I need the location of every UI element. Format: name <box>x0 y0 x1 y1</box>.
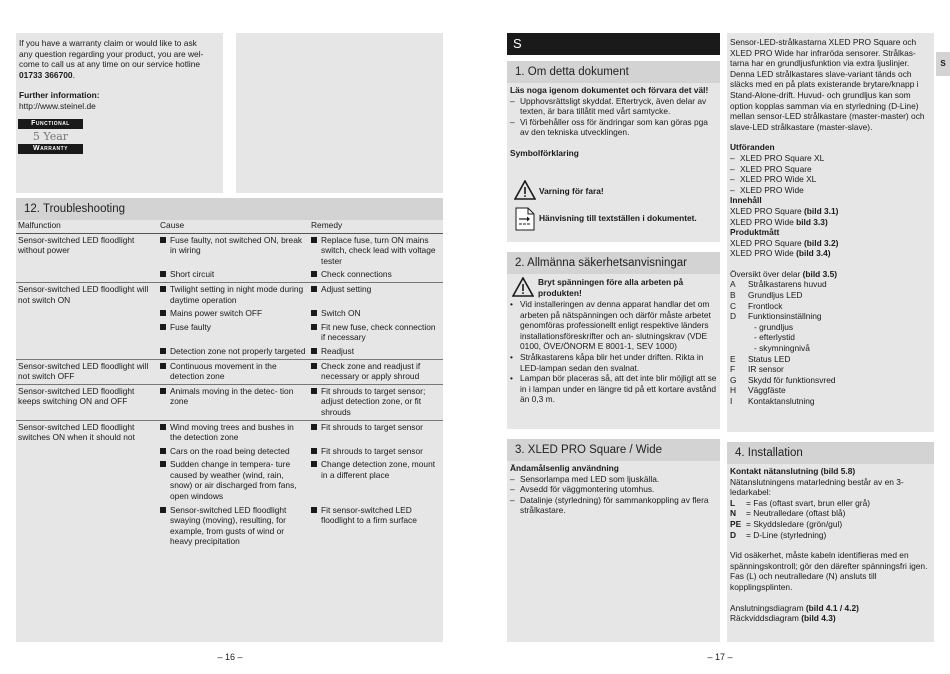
list-item: – Vi förbehåller oss för ändringar som kan göras pga av den tekniska utvecklingen. <box>510 117 717 138</box>
legend-item: E Status LED <box>730 353 791 364</box>
contact-line: come to call us at any time on our service hotline <box>19 59 201 70</box>
wire-item: N = Neutralledare (oftast blå) <box>730 508 846 519</box>
danger-text: Varning för fara! <box>539 186 604 196</box>
section3-body <box>510 463 717 516</box>
legend-item: - grundljus <box>754 321 794 332</box>
versions-label: Utföranden <box>730 142 775 153</box>
remedy-cell: Fit sensor-switched LED floodlight to a firm surface <box>311 505 441 526</box>
remedy-cell: Fit shrouds to target sensor <box>311 446 441 457</box>
legend-item: - skymningnivå <box>754 343 810 354</box>
list-item: – Datalinje (styrledning) för sammankoppling av flera strålkastare. <box>510 495 717 516</box>
warning-triangle-icon <box>514 180 536 203</box>
dims-label: Produktmått <box>730 227 780 238</box>
legend-item: G Skydd för funktionsvred <box>730 374 836 385</box>
remedy-cell: Fit shrouds to target sensor; adjust detection zone, or fit shrouds <box>311 386 441 418</box>
section1-body <box>510 85 717 159</box>
overview-label: Översikt över delar <box>730 268 801 279</box>
side-language-tab <box>936 52 950 76</box>
malfunction-cell: Sensor-switched LED floodlight will not switch ON <box>16 282 158 359</box>
language-tab <box>507 33 720 55</box>
list-item: – Avsedd för väggmontering utomhus. <box>510 484 717 495</box>
legend-item: D Funktionsinställning <box>730 311 822 322</box>
description-body: Sensor-LED-strålkastarna XLED PRO Square och XLED PRO Wide har infraröda sensorer. Strålkas- tarna har en grundljusfunktion via extra ljuslinjer. Denna LED strålkastares slave-variant tänds och släcks med en på plats existerande brytare/knapp i Stand-Alone-drift. Huvud- och grundljus kan som option kopplas samman via en styrledning (D-Line) mellan sensor-LED strålkastare (master-master) och slave-LED strålkastare (master-slave). Utföranden – XLED PRO Square XL – XLED PRO Square – XLED PRO Wide XL – XLED PRO Wide Innehåll XLED PRO Square (bild 3.1) XLED PRO Wide bild 3.3) Produktmått XLED PRO Square (bild 3.2) XLED PRO Wide (bild 3.4) Översikt över delar (bild 3.5) A Strålkastarens huvud B Grundljus LED C Frontlock D Funktionsinställning - grundljus - efterlystid - skymningnivå E Status LED F IR sensor G Skydd för funktionsvred H Väggfäste I Kontaktanslutning <box>730 37 932 407</box>
list-item: • Lampan bör placeras så, att det inte blir möjligt att se in i lampan under en längre tid på ett kortare avstånd än 0,3 m. <box>510 373 717 405</box>
list-item: – Sensorlampa med LED som ljuskälla. <box>510 474 717 485</box>
col-remedy: Remedy <box>309 219 443 233</box>
blank-panel <box>236 33 443 193</box>
wire-item: PE = Skyddsledare (grön/gul) <box>730 518 843 529</box>
section4-title: 4. Installation <box>727 442 934 464</box>
legend-item: C Frontlock <box>730 300 783 311</box>
section4-body: Kontakt nätanslutning (bild 5.8) Nätanslutningens matarledning består av en 3-ledarkabel: L = Fas (oftast svart, brun eller grå) N = Neutralledare (oftast blå) PE = Skyddsledare (grön/gul) D = D-Line (styrledning) Vid osäkerhet, måste kabeln identifieras med en spänningskontroll; gör den därefter spänningsfri igen. Fas (L) och neutralledare (N) ansluts till kopplingsplinten. Anslutningsdiagram (bild 4.1 / 4.2) Räckviddsdiagram (bild 4.3) <box>730 466 932 624</box>
section3-subtitle: Ändamålsenlig användning <box>510 463 619 473</box>
symbols-label: Symbolförklaring <box>510 147 579 158</box>
cause-cell: Mains power switch OFF <box>160 308 307 319</box>
warranty-badge <box>18 119 83 154</box>
table-row <box>16 282 443 307</box>
section2-body <box>510 277 717 405</box>
remedy-cell: Change detection zone, mount in a different place <box>311 459 441 480</box>
col-cause: Cause <box>158 219 309 233</box>
cause-cell: Cars on the road being detected <box>160 446 307 457</box>
cause-cell: Sudden change in tempera- ture caused by weather (wind, rain, snow) or air discharged from fans, open windows <box>160 459 307 501</box>
table-row <box>16 233 443 268</box>
language-tab-label: S <box>513 36 522 51</box>
list-item: – XLED PRO Square XL <box>730 153 932 164</box>
remedy-cell: Fit shrouds to target sensor <box>311 422 441 433</box>
legend-item: A Strålkastarens huvud <box>730 279 827 290</box>
section4-subtitle: Kontakt nätanslutning <box>730 466 819 476</box>
table-row <box>16 359 443 384</box>
danger-symbol-row <box>512 180 717 204</box>
troubleshooting-title: 12. Troubleshooting <box>16 198 443 220</box>
list-item: • Vid installeringen av denna apparat handlar det om arbeten på nätspänningen och därför måste arbetet genomföras professionellt enligt respektive länders installationsföreskrifter och an- slutningskrav (VDE 0100, ÖVE/ÖNORM E 8001-1, SEV 1000) <box>510 299 717 352</box>
malfunction-cell: Sensor-switched LED floodlight without power <box>16 233 158 282</box>
list-item: – XLED PRO Square <box>730 164 932 175</box>
malfunction-cell: Sensor-switched LED floodlight switches ON when it should not <box>16 420 158 549</box>
website-link[interactable]: http://www.steinel.de <box>19 100 96 111</box>
page-number-left: – 16 – <box>217 652 243 662</box>
warning-triangle-icon <box>512 277 534 300</box>
cause-cell: Short circuit <box>160 269 307 280</box>
remedy-cell: Fit new fuse, check connection if necessary <box>311 322 441 343</box>
malfunction-cell: Sensor-switched LED floodlight will not switch OFF <box>16 359 158 384</box>
badge-bottom: Warranty <box>18 144 83 154</box>
section4-text: Vid osäkerhet, måste kabeln identifieras med en spänningskontroll; gör den därefter spänningsfri igen. Fas (L) och neutralledare (N) ansluts till kopplingsplinten. <box>730 550 928 592</box>
reference-symbol-row <box>512 207 717 233</box>
contact-line: any question regarding your product, you are wel- <box>19 48 204 59</box>
list-item: – XLED PRO Wide XL <box>730 174 932 185</box>
remedy-cell: Check connections <box>311 269 441 280</box>
hotline-number: 01733 366700 <box>19 69 73 80</box>
cause-cell: Twilight setting in night mode during daytime operation <box>160 284 307 305</box>
legend-item: H Väggfäste <box>730 385 786 396</box>
warning-text: Bryt spänningen före alla arbeten på produkten! <box>538 277 684 298</box>
cause-cell: Fuse faulty <box>160 322 307 333</box>
range-label: Räckviddsdiagram <box>730 613 799 624</box>
reference-text: Hänvisning till textställen i dokumentet. <box>539 213 697 223</box>
further-info-label: Further information: <box>19 90 100 101</box>
legend-item: B Grundljus LED <box>730 290 803 301</box>
intro-text: Sensor-LED-strålkastarna XLED PRO Square och XLED PRO Wide har infraröda sensorer. Strålkas- tarna har en grundljusfunktion via extra ljuslinjer. Denna LED strålkastares slave-variant tänds och släcks med en på plats existerande brytare/knapp i Stand-Alone-drift. Huvud- och grundljus kan som option kopplas samman via en styrledning (D-Line) mellan sensor-LED strålkastare (master-master) och slave-LED strålkastare (master-slave). <box>730 37 925 132</box>
legend-item: F IR sensor <box>730 364 784 375</box>
legend-item: - efterlystid <box>754 332 795 343</box>
remedy-cell: Adjust setting <box>311 284 441 295</box>
side-tab-label: S <box>940 59 946 68</box>
col-malfunction: Malfunction <box>16 219 158 233</box>
list-item: – XLED PRO Wide <box>730 185 932 196</box>
section3-title: 3. XLED PRO Square / Wide <box>507 439 720 461</box>
cause-cell: Fuse faulty, not switched ON, break in wiring <box>160 235 307 256</box>
remedy-cell: Check zone and readjust if necessary or apply shroud <box>311 361 441 382</box>
cause-cell: Sensor-switched LED floodlight swaying (moving), resulting, for example, from gusts of wind or heavy precipitation <box>160 505 307 547</box>
list-item: • Strålkastarens kåpa blir het under driften. Rikta in LED-lampan sedan den svalnat. <box>510 352 717 373</box>
cause-cell: Wind moving trees and bushes in the detection zone <box>160 422 307 443</box>
troubleshooting-table <box>16 219 443 549</box>
malfunction-cell: Sensor-switched LED floodlight keeps switching ON and OFF <box>16 384 158 420</box>
list-item: – Upphovsrättsligt skyddat. Eftertryck, även delar av texten, är bara tillåtit med vårt samtycke. <box>510 96 717 117</box>
diagram-label: Anslutningsdiagram <box>730 602 804 613</box>
contact-text: If you have a warranty claim or would like to ask any question regarding your product, you are wel- come to call us at any time on our service hotline 01733 366700. Further information: http://www.steinel.de <box>19 38 222 112</box>
table-row <box>16 420 443 445</box>
remedy-cell: Replace fuse, turn ON mains switch, check lead with voltage tester <box>311 235 441 267</box>
wire-item: D = D-Line (styrledning) <box>730 529 827 540</box>
cause-cell: Detection zone not properly targeted <box>160 346 307 357</box>
section1-title: 1. Om detta dokument <box>507 61 720 83</box>
section2-title: 2. Allmänna säkerhetsanvisningar <box>507 252 720 274</box>
cause-cell: Animals moving in the detec- tion zone <box>160 386 307 407</box>
document-reference-icon <box>515 207 535 234</box>
table-row <box>16 384 443 420</box>
section1-bold: Läs noga igenom dokumentet och förvara det väl! <box>510 85 709 95</box>
contents-label: Innehåll <box>730 195 762 206</box>
cause-cell: Continuous movement in the detection zone <box>160 361 307 382</box>
wire-item: L = Fas (oftast svart, brun eller grå) <box>730 497 871 508</box>
remedy-cell: Switch ON <box>311 308 441 319</box>
legend-item: I Kontaktanslutning <box>730 396 815 406</box>
section4-text: Nätanslutningens matarledning består av en 3-ledarkabel: <box>730 476 904 498</box>
badge-middle: 5 Year <box>32 130 69 143</box>
contact-line: If you have a warranty claim or would like to ask <box>19 38 197 48</box>
badge-top: Functional <box>18 119 83 129</box>
remedy-cell: Readjust <box>311 346 441 357</box>
page-number-right: – 17 – <box>707 652 733 662</box>
